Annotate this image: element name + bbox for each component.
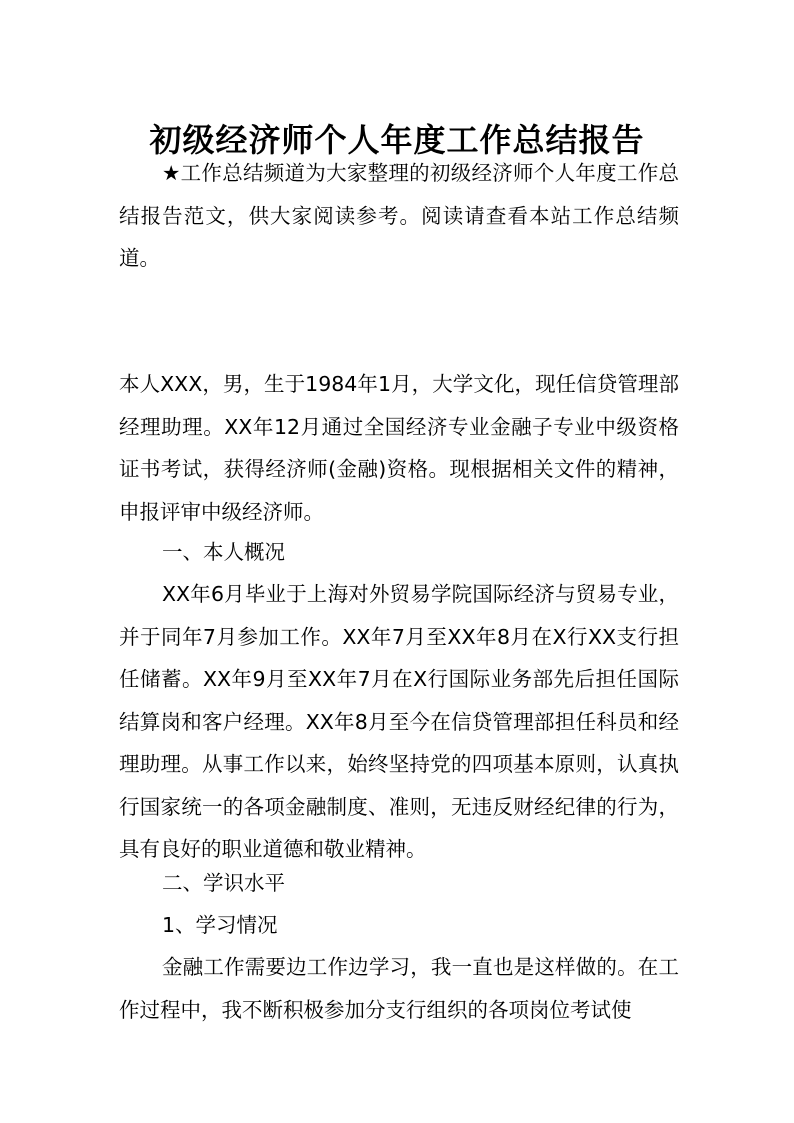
intro-paragraph: ★工作总结频道为大家整理的初级经济师个人年度工作总结报告范文，供大家阅读参考。阅读请查看本站工作总结频道。: [119, 161, 679, 270]
personal-info-paragraph: 本人XXX，男，生于1984年1月，大学文化，现任信贷管理部经理助理。XX年12月通过全国经济专业金融子专业中级资格证书考试，获得经济师(金融)资格。现根据相关文件的精神，申报评审中级经济师。: [119, 372, 679, 524]
study-paragraph: 金融工作需要边工作边学习，我一直也是这样做的。在工作过程中，我不断积极参加分支行组织的各项岗位考试使: [119, 955, 679, 1022]
section-heading-knowledge: 二、学识水平: [162, 871, 285, 895]
subsection-heading-study: 1、学习情况: [162, 913, 278, 937]
overview-paragraph: XX年6月毕业于上海对外贸易学院国际经济与贸易专业，并于同年7月参加工作。XX年7月至XX年8月在X行XX支行担任储蓄。XX年9月至XX年7月在X行国际业务部先后担任国际结算岗和客户经理。XX年8月至今在信贷管理部担任科员和经理助理。从事工作以来，始终坚持党的四项基本原则，认真执行国家统一的各项金融制度、准则，无违反财经纪律的行为，具有良好的职业道德和敬业精神。: [119, 582, 679, 861]
section-heading-overview: 一、本人概况: [162, 540, 285, 564]
document-title: 初级经济师个人年度工作总结报告: [149, 121, 645, 160]
